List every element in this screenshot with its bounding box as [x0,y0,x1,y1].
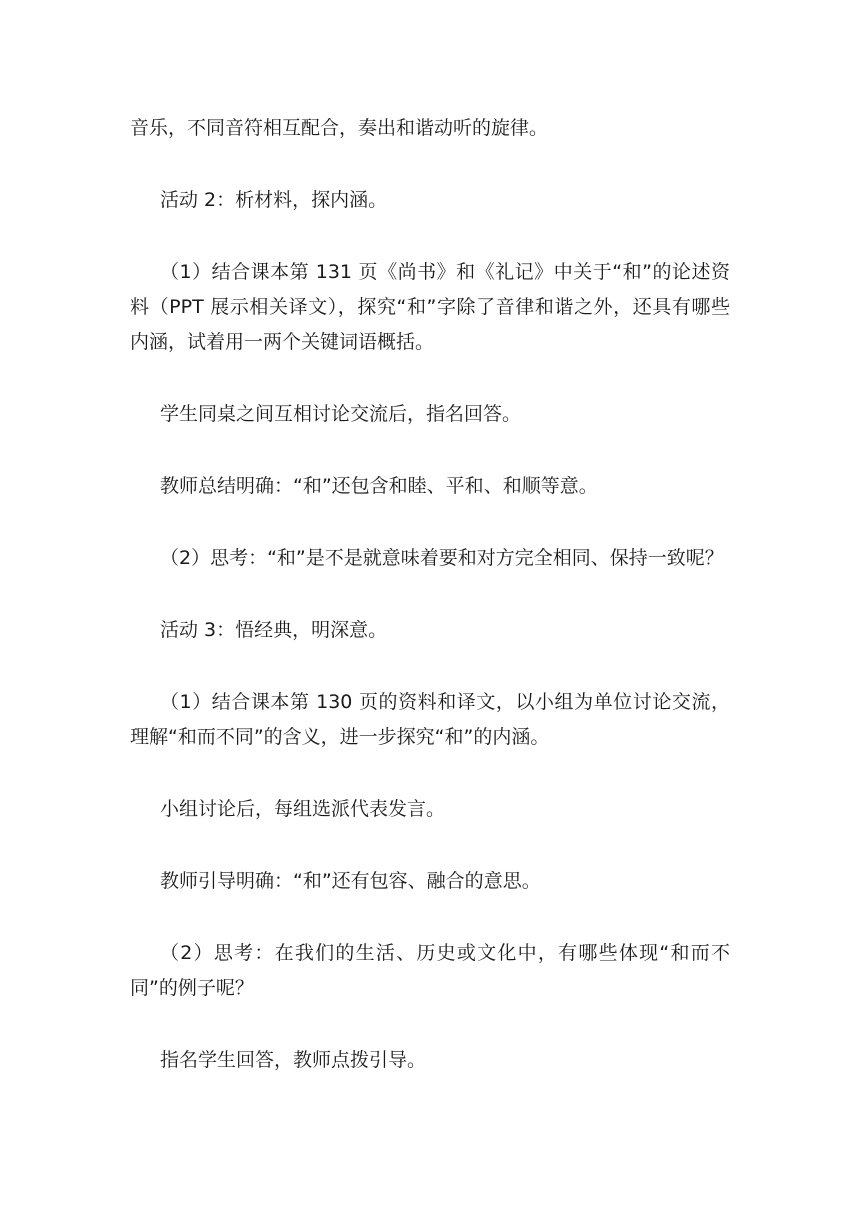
paragraph-activity-2-task-1: （1）结合课本第 131 页《尚书》和《礼记》中关于“和”的论述资料（PPT 展示相关译文），探究“和”字除了音律和谐之外，还具有哪些内涵，试着用一两个关键词语概括。 [130,261,730,353]
document-body [130,111,730,1078]
paragraph-activity-3-heading: 活动 3：悟经典，明深意。 [160,619,388,641]
paragraph-student-answers: 指名学生回答，教师点拨引导。 [160,1049,427,1071]
paragraph-activity-2-task-2: （2）思考：“和”是不是就意味着要和对方完全相同、保持一致呢？ [160,547,724,569]
paragraph-music-harmony: 音乐，不同音符相互配合，奏出和谐动听的旋律。 [130,117,549,139]
paragraph-teacher-summary: 教师总结明确：“和”还包含和睦、平和、和顺等意。 [160,475,598,497]
paragraph-activity-3-task-2: （2）思考：在我们的生活、历史或文化中，有哪些体现“和而不同”的例子呢？ [130,942,730,999]
paragraph-student-discussion: 学生同桌之间互相讨论交流后，指名回答。 [160,403,522,425]
paragraph-activity-2-heading: 活动 2：析材料，探内涵。 [160,189,388,211]
paragraph-group-discussion: 小组讨论后，每组选派代表发言。 [160,798,446,820]
paragraph-activity-3-task-1: （1）结合课本第 130 页的资料和译文，以小组为单位讨论交流，理解“和而不同”的含义，进一步探究“和”的内涵。 [130,691,730,748]
paragraph-teacher-guidance: 教师引导明确：“和”还有包容、融合的意思。 [160,870,541,892]
